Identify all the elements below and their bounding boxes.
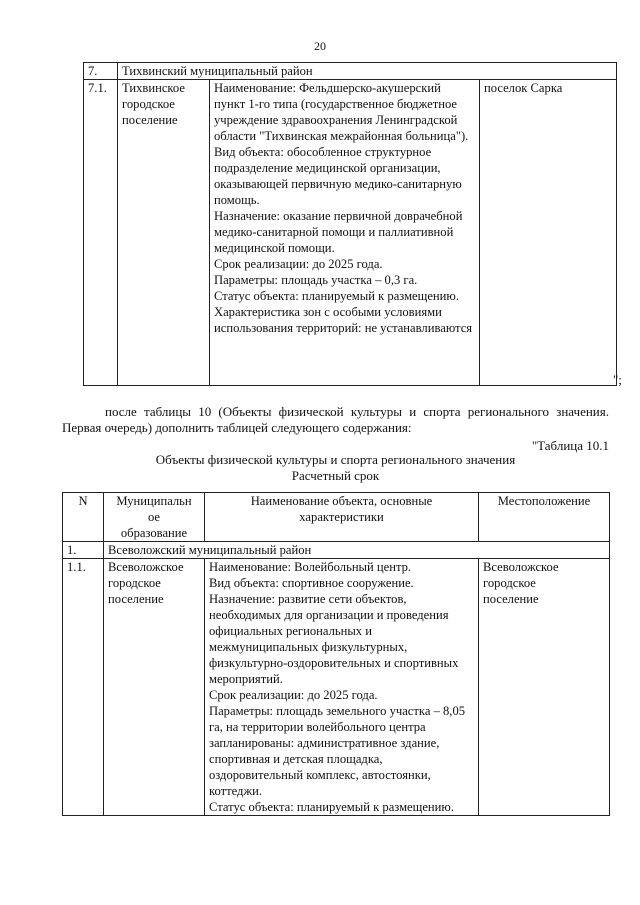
- municipality-cell: Тихвинское городское поселение: [118, 80, 210, 386]
- table-section-row: [63, 542, 610, 559]
- table-healthcare: [83, 62, 617, 386]
- table-row: [63, 559, 610, 816]
- section-title: Тихвинский муниципальный район: [118, 63, 617, 80]
- table-sports: [62, 492, 610, 816]
- section-title: Всеволожский муниципальный район: [104, 542, 610, 559]
- description-cell: Наименование: Волейбольный центр. Вид объекта: спортивное сооружение. Назначение: развитие сети объектов, необходимых для организации и проведения официальных региональных и межмуниципальных физкультурных, физкультурно-оздоровительных и спортивных мероприятий. Срок реализации: до 2025 года. Параметры: площадь земельного участка – 8,05 га, на территории волейбольного центра запланированы: административное здание, спортивная и детская площадка, оздоровительный комплекс, автостоянки, коттеджи. Статус объекта: планируемый к размещению.: [205, 559, 479, 816]
- section-number: 1.: [63, 542, 104, 559]
- location-cell: поселок Сарка: [480, 80, 617, 386]
- description-cell: Наименование: Фельдшерско-акушерский пункт 1-го типа (государственное бюджетное учреждение здравоохранения Ленинградской области "Тихвинская межрайонная больница"). Вид объекта: обособленное структурное подразделение медицинской организации, оказывающей первичную медико-санитарную помощь. Назначение: оказание первичной доврачебной медико-санитарной помощи и паллиативной медицинской помощи. Срок реализации: до 2025 года. Параметры: площадь участка – 0,3 га. Статус объекта: планируемый к размещению. Характеристика зон с особыми условиями использования территорий: не устанавливаются: [210, 80, 480, 386]
- row-number: 7.1.: [84, 80, 118, 386]
- header-location: Местоположение: [479, 493, 610, 542]
- page-number: 20: [314, 39, 326, 53]
- location-cell: Всеволожское городское поселение: [479, 559, 610, 816]
- table-row: [84, 80, 617, 386]
- caption-title: Объекты физической культуры и спорта регионального значения: [155, 452, 516, 467]
- table-header-row: [63, 493, 610, 542]
- caption-subtitle: Расчетный срок: [291, 468, 380, 483]
- row-number: 1.1.: [63, 559, 104, 816]
- section-number: 7.: [84, 63, 118, 80]
- closing-quote: ";: [613, 372, 622, 387]
- amendment-paragraph: после таблицы 10 (Объекты физической культуры и спорта регионального значения. Первая очередь) дополнить таблицей следующего содержания:: [62, 404, 609, 435]
- header-municipality: Муниципальн ое образование: [104, 493, 205, 542]
- header-number: N: [63, 493, 104, 542]
- table-section-row: [84, 63, 617, 80]
- table-number: "Таблица 10.1: [531, 438, 609, 453]
- municipality-cell: Всеволожское городское поселение: [104, 559, 205, 816]
- table-caption: [62, 452, 609, 484]
- header-name: Наименование объекта, основные характеристики: [205, 493, 479, 542]
